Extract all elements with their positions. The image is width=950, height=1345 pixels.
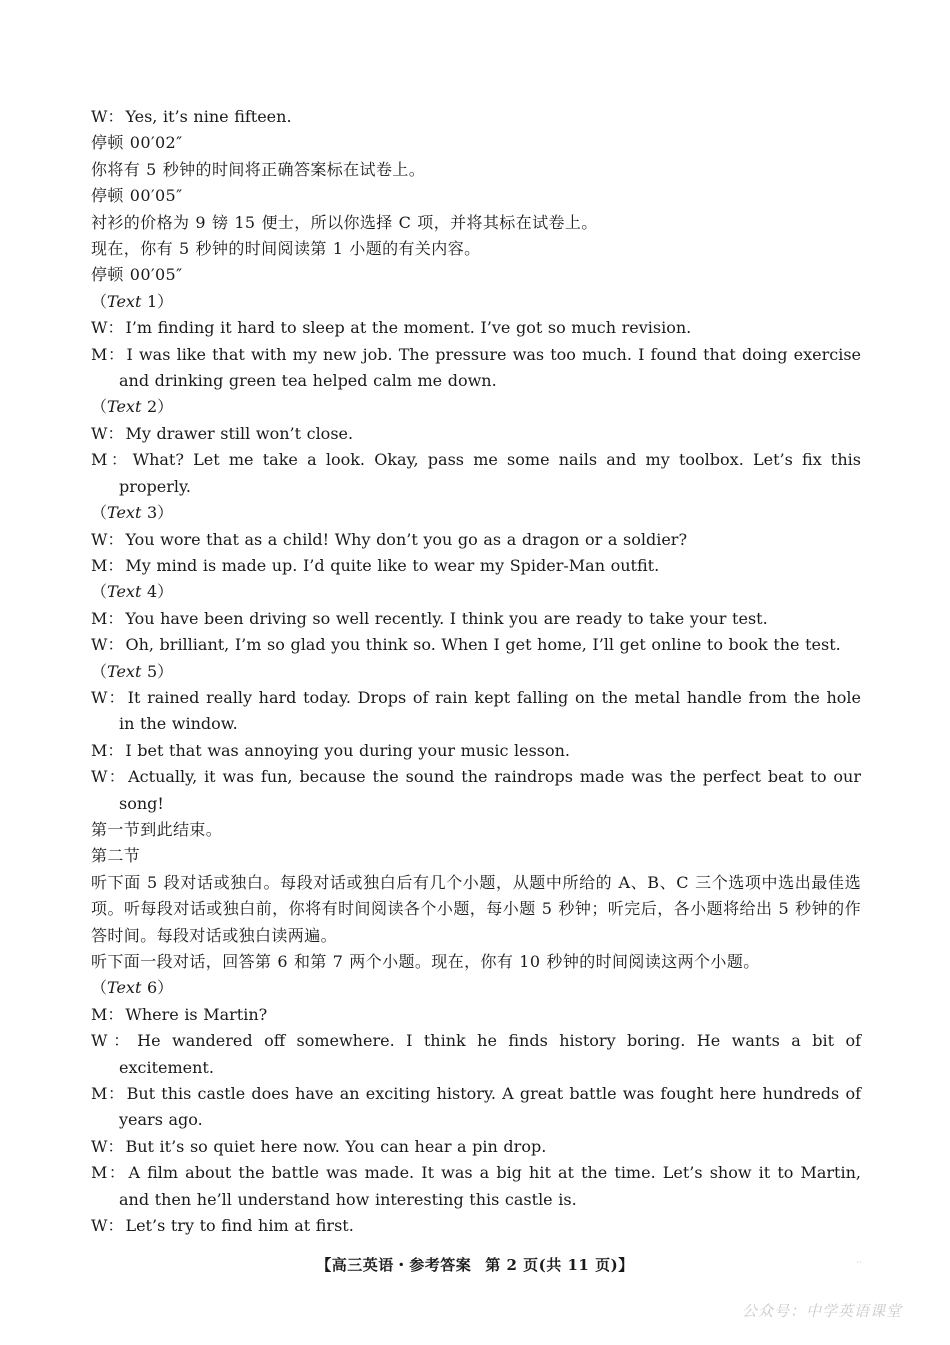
- line-text: You have been driving so well recently. I think you are ready to take your test.: [125, 608, 768, 628]
- section-end-line: 第一节到此结束。: [91, 819, 223, 839]
- dialogue-line: [91, 1081, 861, 1134]
- speaker-label: M：: [91, 1004, 124, 1024]
- dialogue-line: [91, 447, 861, 500]
- line-text: My drawer still won’t close.: [125, 423, 354, 443]
- dialogue-line: [91, 553, 861, 579]
- speaker-label: W：: [91, 1216, 124, 1236]
- decorative-dots: ··: [856, 1258, 862, 1268]
- line-text: I bet that was annoying you during your music lesson.: [125, 740, 571, 760]
- speaker-label: M：: [91, 1084, 125, 1104]
- text-label-5: （Text 5）: [91, 661, 174, 681]
- line-text: It rained really hard today. Drops of rain kept falling on the metal handle from the hole in the window.: [119, 687, 861, 734]
- line-text: He wandered off somewhere. I think he finds history boring. He wants a bit of excitement.: [119, 1031, 861, 1077]
- page-footer: [0, 1254, 950, 1276]
- dialogue-line: [91, 527, 861, 553]
- dialogue-line: [91, 632, 861, 658]
- dialogue-line: [91, 342, 861, 395]
- footer-page-number: 第 2 页(共 11 页)】: [485, 1256, 634, 1274]
- text-label-6: （Text 6）: [91, 978, 174, 998]
- line-text: But this castle does have an exciting history. A great battle was fought here hundreds of years ago.: [119, 1084, 862, 1130]
- line-text: My mind is made up. I’d quite like to wear my Spider-Man outfit.: [125, 555, 660, 575]
- speaker-label: M：: [91, 450, 131, 470]
- line-text: I was like that with my new job. The pressure was too much. I found that doing exercise and drinking green tea helped calm me down.: [119, 344, 861, 391]
- section-heading: 第二节: [91, 846, 141, 866]
- dialogue-line: [91, 764, 861, 817]
- line-text: You wore that as a child! Why don’t you go as a dragon or a soldier?: [125, 529, 688, 549]
- speaker-label: W：: [91, 107, 124, 126]
- text-label-1: （Text 1）: [91, 291, 174, 311]
- text-label-4: （Text 4）: [91, 582, 174, 602]
- speaker-label: M：: [91, 555, 124, 575]
- speaker-label: M：: [91, 344, 125, 364]
- speaker-label: W：: [91, 318, 124, 338]
- dialogue-line: [91, 738, 861, 764]
- speaker-label: W：: [91, 767, 127, 787]
- line-text: Let’s try to find him at first.: [125, 1216, 354, 1236]
- speaker-label: W：: [91, 1031, 136, 1051]
- pause-line: 停顿 00′02″: [91, 133, 183, 153]
- speaker-label: W：: [91, 423, 124, 443]
- speaker-label: W：: [91, 687, 126, 707]
- line-text: But it’s so quiet here now. You can hear a pin drop.: [125, 1136, 547, 1156]
- line-text: I’m finding it hard to sleep at the moment. I’ve got so much revision.: [125, 318, 692, 338]
- speaker-label: W：: [91, 635, 124, 655]
- dialogue-line: [91, 104, 861, 130]
- line-text: Oh, brilliant, I’m so glad you think so. When I get home, I’ll get online to book the test.: [125, 635, 841, 655]
- speaker-label: W：: [91, 529, 124, 549]
- instruction-line: 听下面一段对话，回答第 6 和第 7 两个小题。现在，你有 10 秒钟的时间阅读这两个小题。: [91, 952, 760, 971]
- dialogue-line: [91, 1028, 861, 1081]
- watermark: 公众号：中学英语课堂: [741, 1302, 902, 1320]
- instruction-line: 你将有 5 秒钟的时间将正确答案标在试卷上。: [91, 159, 426, 179]
- dialogue-line: [91, 685, 861, 738]
- speaker-label: M：: [91, 1163, 127, 1183]
- dialogue-line: [91, 1160, 861, 1213]
- dialogue-line: [91, 606, 861, 632]
- pause-line: 停顿 00′05″: [91, 265, 183, 285]
- dialogue-line: [91, 1002, 861, 1028]
- instruction-paragraph: 听下面 5 段对话或独白。每段对话或独白后有几个小题，从题中所给的 A、B、C 三个选项中选出最佳选项。听每段对话或独白前，你将有时间阅读各个小题，每小题 5 秒钟；听完后，各小题将给出 5 秒钟的作答时间。每段对话或独白读两遍。: [91, 872, 861, 945]
- dialogue-line: [91, 1213, 861, 1239]
- footer-title: 【高三英语・参考答案: [316, 1256, 472, 1274]
- line-text: Yes, it’s nine fifteen.: [125, 107, 292, 126]
- speaker-label: M：: [91, 608, 124, 628]
- line-text: What? Let me take a look. Okay, pass me some nails and my toolbox. Let’s fix this properly.: [119, 450, 861, 496]
- line-text: A film about the battle was made. It was a big hit at the time. Let’s show it to Martin, and then he’ll understand how interesting this castle is.: [119, 1163, 861, 1209]
- text-label-3: （Text 3）: [91, 503, 174, 523]
- instruction-line: 现在，你有 5 秒钟的时间阅读第 1 小题的有关内容。: [91, 239, 481, 259]
- line-text: Where is Martin?: [125, 1004, 268, 1024]
- instruction-line: 衬衫的价格为 9 镑 15 便士，所以你选择 C 项，并将其标在试卷上。: [91, 212, 598, 232]
- dialogue-line: [91, 421, 861, 447]
- document-body: [91, 104, 861, 1239]
- dialogue-line: [91, 315, 861, 341]
- dialogue-line: [91, 1134, 861, 1160]
- speaker-label: M：: [91, 740, 124, 760]
- speaker-label: W：: [91, 1136, 124, 1156]
- pause-line: 停顿 00′05″: [91, 186, 183, 206]
- text-label-2: （Text 2）: [91, 397, 174, 417]
- line-text: Actually, it was fun, because the sound the raindrops made was the perfect beat to our song!: [119, 767, 862, 813]
